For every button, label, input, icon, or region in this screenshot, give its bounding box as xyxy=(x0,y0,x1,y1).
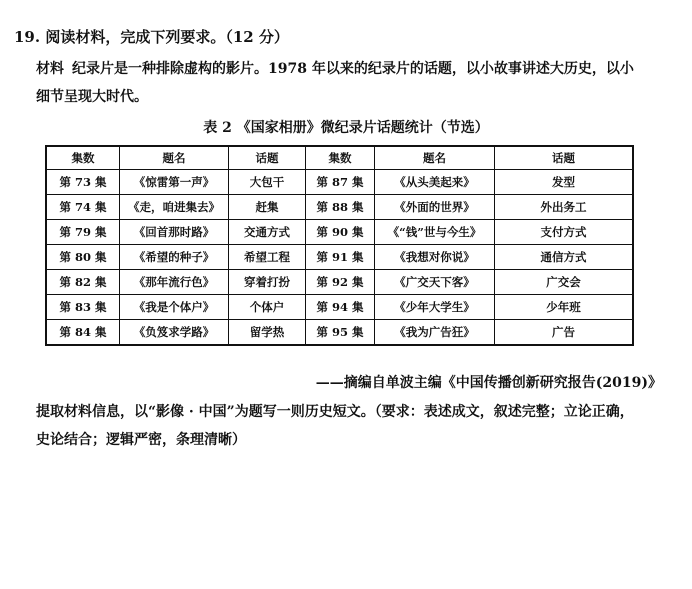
cell-title: 《“钱”世与今生》 xyxy=(375,220,495,245)
table-row xyxy=(46,245,633,270)
task-instructions: 提取材料信息，以“影像 · 中国”为题写一则历史短文。（要求：表述成文，叙述完整；立论正确，史论结合；逻辑严密，条理清晰） xyxy=(36,404,634,448)
material-paragraph xyxy=(36,55,636,111)
cell-topic: 发型 xyxy=(495,170,634,195)
cell-episode: 第 82 集 xyxy=(46,270,120,295)
cell-title: 《负笈求学路》 xyxy=(120,320,229,346)
question-title: 19. 阅读材料，完成下列要求。（12 分） xyxy=(14,28,289,46)
cell-topic: 希望工程 xyxy=(229,245,306,270)
table-row xyxy=(46,195,633,220)
cell-topic: 通信方式 xyxy=(495,245,634,270)
cell-title: 《我是个体户》 xyxy=(120,295,229,320)
cell-topic: 大包干 xyxy=(229,170,306,195)
header-title: 题名 xyxy=(120,146,229,170)
cell-title: 《惊雷第一声》 xyxy=(120,170,229,195)
cell-title: 《走，咱进集去》 xyxy=(120,195,229,220)
cell-title: 《少年大学生》 xyxy=(375,295,495,320)
table-row xyxy=(46,170,633,195)
header-episode: 集数 xyxy=(306,146,375,170)
table-row xyxy=(46,270,633,295)
table-row xyxy=(46,320,633,346)
table-caption: 表 2 《国家相册》微纪录片话题统计（节选） xyxy=(203,120,489,136)
cell-episode: 第 80 集 xyxy=(46,245,120,270)
header-title: 题名 xyxy=(375,146,495,170)
cell-topic: 个体户 xyxy=(229,295,306,320)
cell-topic: 外出务工 xyxy=(495,195,634,220)
cell-episode: 第 92 集 xyxy=(306,270,375,295)
cell-episode: 第 88 集 xyxy=(306,195,375,220)
material-text: 纪录片是一种排除虚构的影片。1978 年以来的纪录片的话题，以小故事讲述大历史，以小细节呈现大时代。 xyxy=(36,61,634,105)
cell-title: 《回首那时路》 xyxy=(120,220,229,245)
cell-title: 《我想对你说》 xyxy=(375,245,495,270)
header-topic: 话题 xyxy=(229,146,306,170)
cell-episode: 第 90 集 xyxy=(306,220,375,245)
material-label: 材料 xyxy=(36,61,64,77)
cell-title: 《我为广告狂》 xyxy=(375,320,495,346)
cell-topic: 赶集 xyxy=(229,195,306,220)
cell-episode: 第 87 集 xyxy=(306,170,375,195)
cell-topic: 广告 xyxy=(495,320,634,346)
table-row xyxy=(46,295,633,320)
cell-title: 《从头美起来》 xyxy=(375,170,495,195)
cell-episode: 第 84 集 xyxy=(46,320,120,346)
cell-title: 《希望的种子》 xyxy=(120,245,229,270)
cell-title: 《那年流行色》 xyxy=(120,270,229,295)
table-header-row xyxy=(46,146,633,170)
cell-topic: 留学热 xyxy=(229,320,306,346)
cell-episode: 第 83 集 xyxy=(46,295,120,320)
cell-episode: 第 94 集 xyxy=(306,295,375,320)
cell-episode: 第 73 集 xyxy=(46,170,120,195)
cell-topic: 支付方式 xyxy=(495,220,634,245)
cell-episode: 第 74 集 xyxy=(46,195,120,220)
cell-episode: 第 91 集 xyxy=(306,245,375,270)
cell-episode: 第 95 集 xyxy=(306,320,375,346)
cell-topic: 穿着打扮 xyxy=(229,270,306,295)
header-episode: 集数 xyxy=(46,146,120,170)
cell-title: 《广交天下客》 xyxy=(375,270,495,295)
cell-title: 《外面的世界》 xyxy=(375,195,495,220)
source-citation: ——摘编自单波主编《中国传播创新研究报告(2019)》 xyxy=(315,375,662,391)
header-topic: 话题 xyxy=(495,146,634,170)
episode-topic-table xyxy=(45,145,634,346)
cell-episode: 第 79 集 xyxy=(46,220,120,245)
cell-topic: 广交会 xyxy=(495,270,634,295)
table-row xyxy=(46,220,633,245)
cell-topic: 少年班 xyxy=(495,295,634,320)
cell-topic: 交通方式 xyxy=(229,220,306,245)
